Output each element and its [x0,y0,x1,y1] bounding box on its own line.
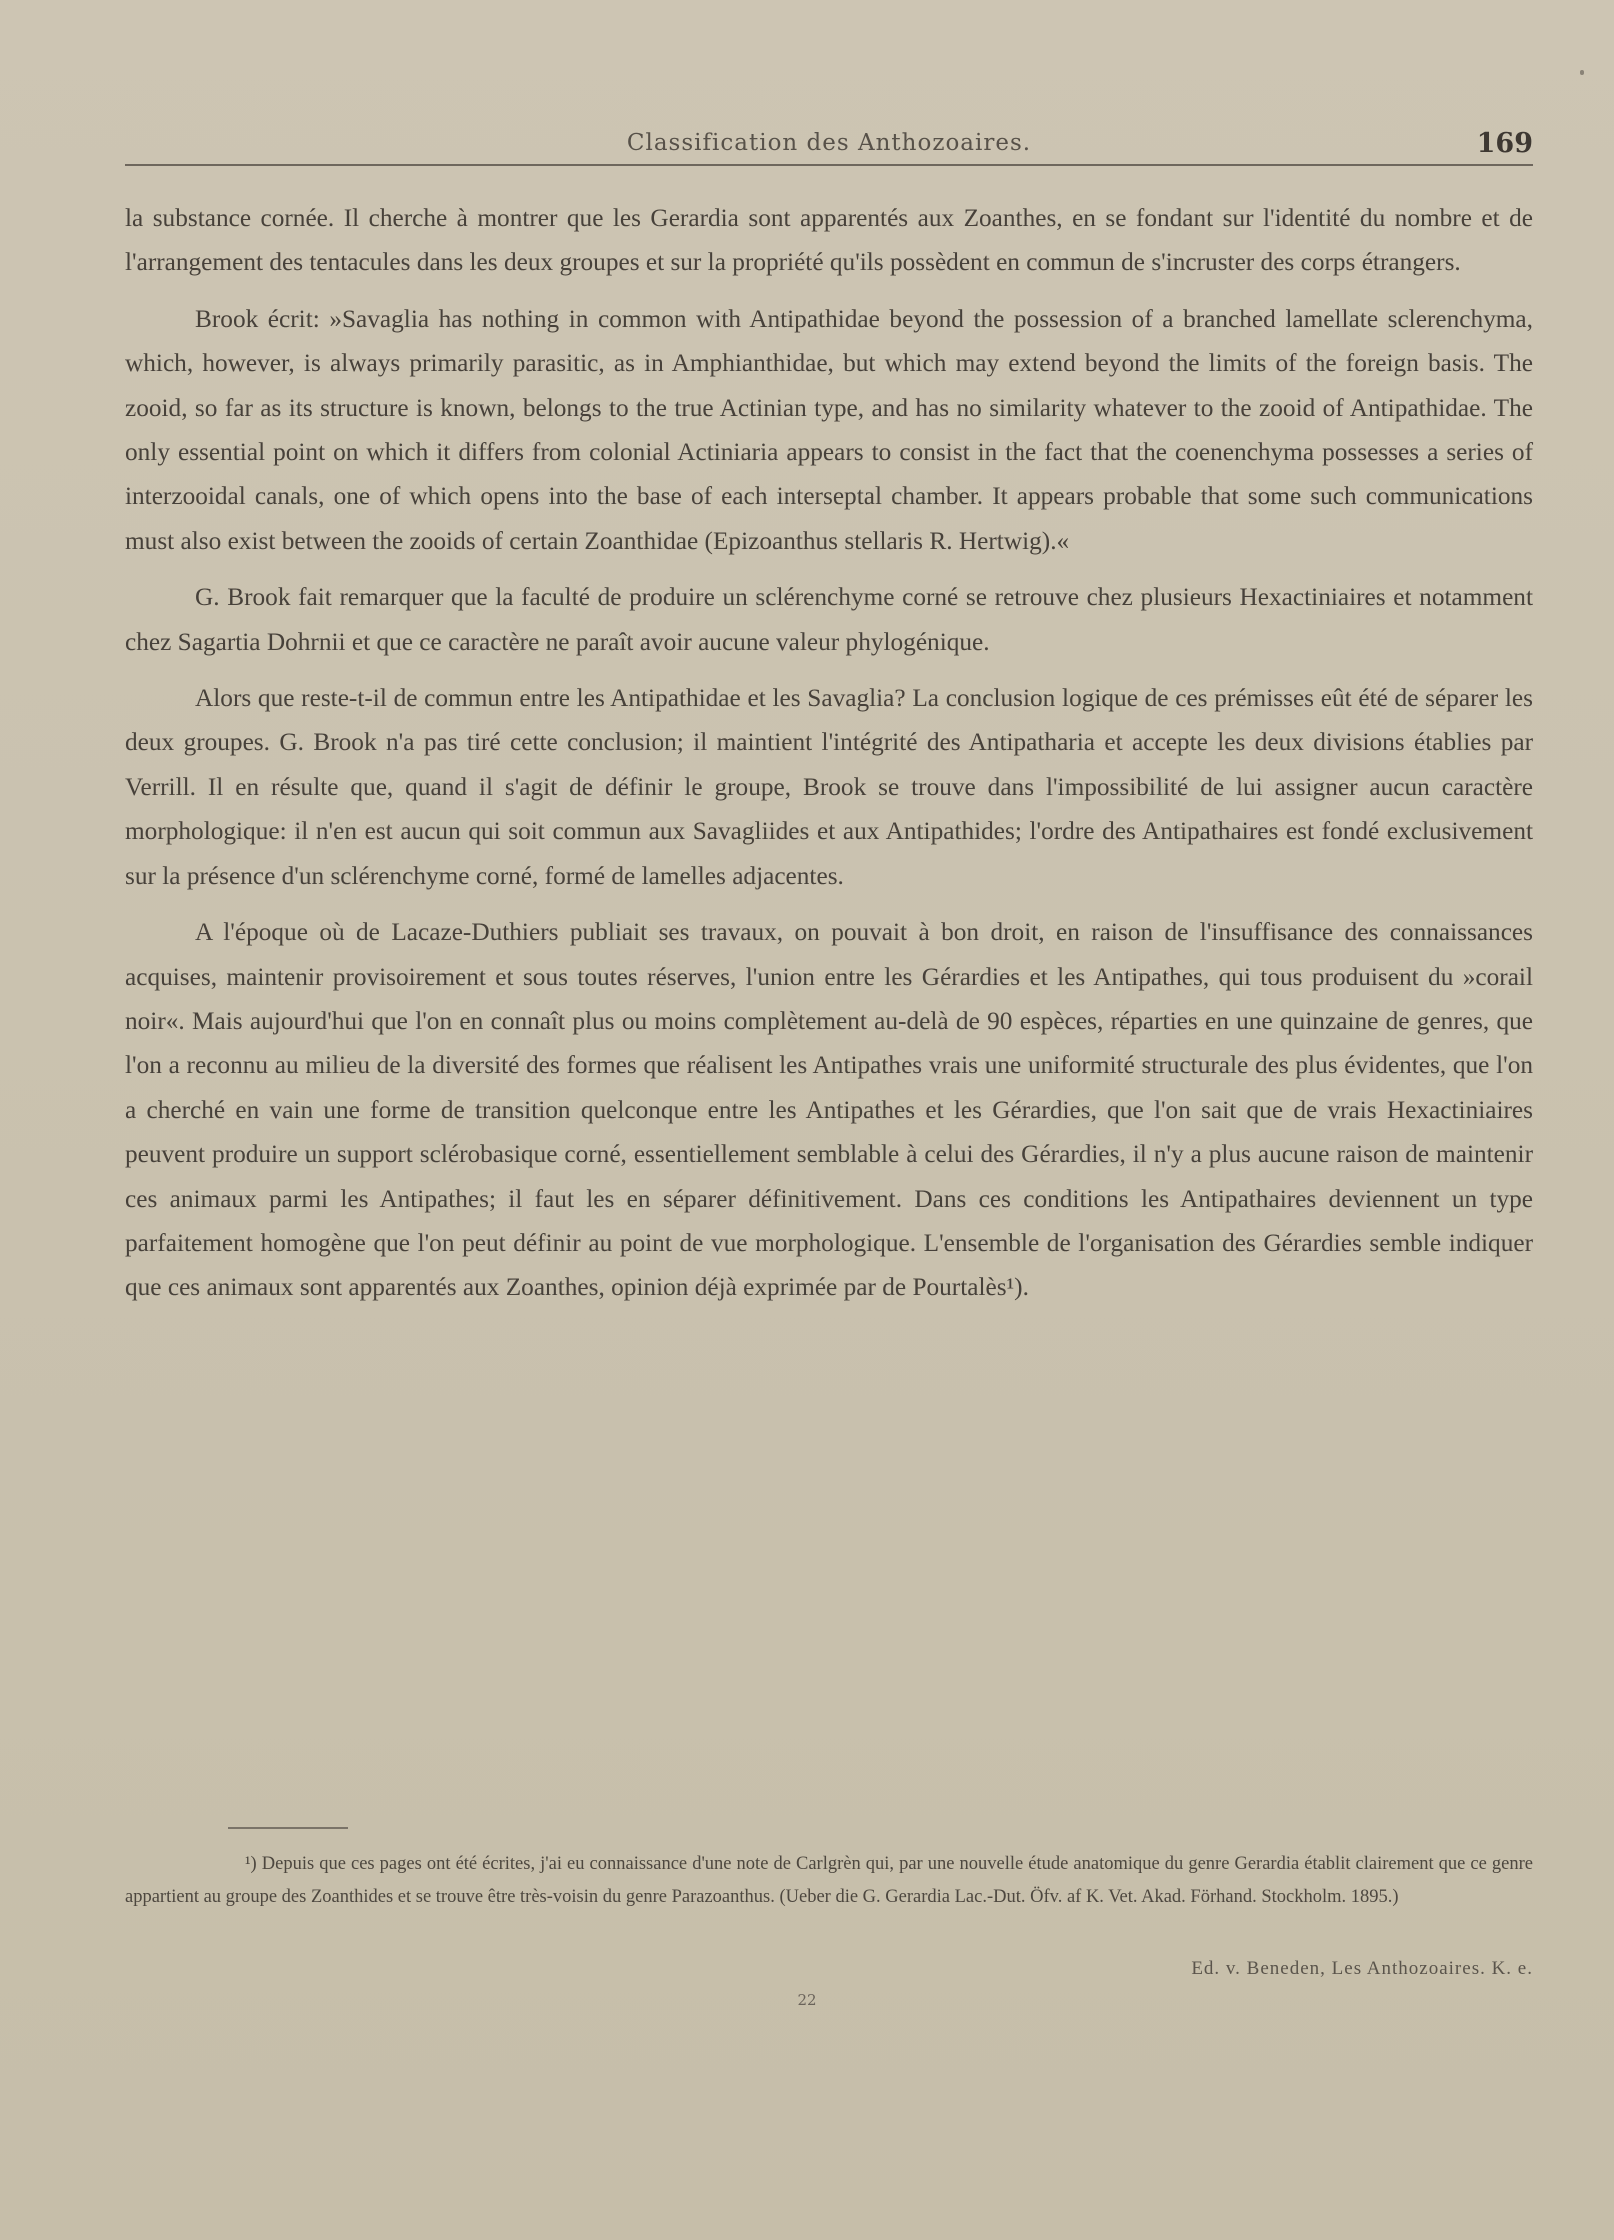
paragraph-4: Alors que reste-t-il de commun entre les Antipathidae et les Savaglia? La conclusion logique de ces prémisses eût été de séparer les deux groupes. G. Brook n'a pas tiré cette conclusion; il maintient l'intégrité des Antipatharia et accepte les deux divisions établies par Verrill. Il en résulte que, quand il s'agit de définir le groupe, Brook se trouve dans l'impossibilité de lui assigner aucun caractère morphologique: il n'en est aucun qui soit commun aux Savagliides et aux Antipathides; l'ordre des Antipathaires est fondé exclusivement sur la présence d'un sclérenchyme corné, formé de lamelles adjacentes. [125,684,1533,890]
paper-smudge [1580,70,1584,75]
signature-line: Ed. v. Beneden, Les Anthozoaires. K. e. [1191,1958,1533,1979]
body-text [125,196,1533,1322]
running-header [125,128,1533,166]
paragraph-5: A l'époque où de Lacaze-Duthiers publiait ses travaux, on pouvait à bon droit, en raison de l'insuffisance des connaissances acquises, maintenir provisoirement et sous toutes réserves, l'union entre les Gérardies et les Antipathes, qui tous produisent du »corail noir«. Mais aujourd'hui que l'on en connaît plus ou moins complètement au-delà de 90 espèces, réparties en une quinzaine de genres, que l'on a reconnu au milieu de la diversité des formes que réalisent les Antipathes vrais une uniformité structurale des plus évidentes, que l'on a cherché en vain une forme de transition quelconque entre les Antipathes et les Gérardies, que l'on sait que de vrais Hexactiniaires peuvent produire un support sclérobasique corné, essentiellement semblable à celui des Gérardies, il n'y a plus aucune raison de maintenir ces animaux parmi les Antipathes; il faut les en séparer définitivement. Dans ces conditions les Antipathaires deviennent un type parfaitement homogène que l'on peut définir au point de vue morphologique. L'ensemble de l'organisation des Gérardies semble indiquer que ces animaux sont apparentés aux Zoanthes, opinion déjà exprimée par de Pourtalès¹). [125,918,1533,1302]
page-number: 169 [1476,128,1533,159]
footnote [125,1848,1533,1914]
paragraph-2: Brook écrit: »Savaglia has nothing in common with Antipathidae beyond the possession of a branched lamellate sclerenchyma, which, however, is always primarily parasitic, as in Amphianthidae, but which may extend beyond the limits of the foreign basis. The zooid, so far as its structure is known, belongs to the true Actinian type, and has no similarity whatever to the zooid of Antipathidae. The only essential point on which it differs from colonial Actiniaria appears to consist in the fact that the coenenchyma possesses a series of interzooidal canals, one of which opens into the base of each interseptal chamber. It appears probable that some such communications must also exist between the zooids of certain Zoanthidae (Epizoanthus stellaris R. Hertwig).« [125,304,1533,555]
paragraph-1: la substance cornée. Il cherche à montrer que les Gerardia sont apparentés aux Zoanthes, en se fondant sur l'identité du nombre et de l'arrangement des tentacules dans les deux groupes et sur la propriété qu'ils possèdent en commun de s'incruster des corps étrangers. [125,204,1533,277]
sheet-mark: 22 [797,1991,817,2009]
paragraph-3: G. Brook fait remarquer que la faculté de produire un sclérenchyme corné se retrouve chez plusieurs Hexactiniaires et notamment chez Sagartia Dohrnii et que ce caractère ne paraît avoir aucune valeur phylogénique. [125,583,1533,656]
footnote-text: ¹) Depuis que ces pages ont été écrites, j'ai eu connaissance d'une note de Carlgrèn qui, par une nouvelle étude anatomique du genre Gerardia établit clairement que ce genre appartient au groupe des Zoanthides et se trouve être très-voisin du genre Parazoanthus. (Ueber die G. Gerardia Lac.-Dut. Öfv. af K. Vet. Akad. Förhand. Stockholm. 1895.) [125,1854,1533,1907]
running-title: Classification des Anthozoaires. [626,130,1032,156]
footnote-rule [228,1827,348,1829]
